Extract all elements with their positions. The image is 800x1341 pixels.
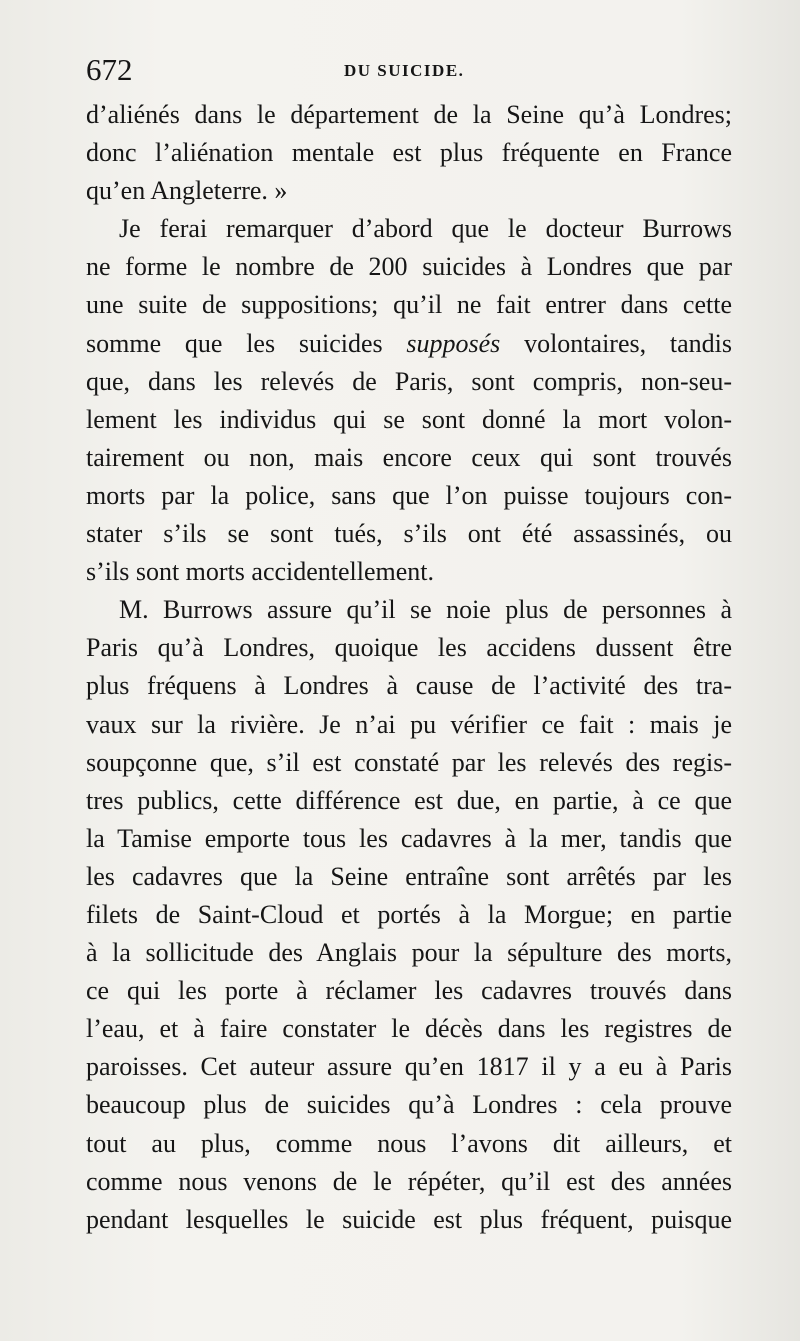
text-line: morts par la police, sans que l’on puisse toujours con- [86, 480, 732, 510]
text-line: tout au plus, comme nous l’avons dit ailleurs, et [86, 1128, 732, 1158]
page-header [86, 50, 731, 90]
text-line: filets de Saint-Cloud et portés à la Morgue; en partie [86, 899, 732, 929]
running-title: DU SUICIDE. [344, 61, 465, 80]
text-line: s’ils sont morts accidentellement. [86, 557, 435, 587]
body-text [86, 96, 732, 1239]
text-line: comme nous venons de le répéter, qu’il est des années [86, 1166, 732, 1196]
text-line: ce qui les porte à réclamer les cadavres trouvés dans [86, 976, 732, 1006]
text-line: pendant lesquelles le suicide est plus fréquent, puisque [86, 1204, 732, 1234]
text-line: l’eau, et à faire constater le décès dans les registres de [86, 1014, 732, 1044]
text-line: à la sollicitude des Anglais pour la sépulture des morts, [86, 938, 732, 968]
text-line: paroisses. Cet auteur assure qu’en 1817 il y a eu à Paris [86, 1052, 732, 1082]
text-segment: volontaires, tandis [500, 328, 732, 358]
text-line: ne forme le nombre de 200 suicides à Londres que par [86, 252, 732, 282]
text-line: donc l’aliénation mentale est plus fréquente en France [86, 138, 732, 168]
text-line: Je ferai remarquer d’abord que le docteur Burrows [119, 214, 732, 244]
text-line: plus fréquens à Londres à cause de l’activité des tra- [86, 671, 732, 701]
text-line: tres publics, cette différence est due, en partie, à ce que [86, 785, 732, 815]
text-line: stater s’ils se sont tués, s’ils ont été assassinés, ou [86, 519, 732, 549]
text-line: beaucoup plus de suicides qu’à Londres : cela prouve [86, 1090, 732, 1120]
text-line: vaux sur la rivière. Je n’ai pu vérifier ce fait : mais je [86, 709, 732, 739]
italic-word: supposés [406, 328, 501, 358]
text-line: la Tamise emporte tous les cadavres à la mer, tandis que [86, 823, 732, 853]
text-line: soupçonne que, s’il est constaté par les relevés des regis- [86, 747, 732, 777]
text-line: qu’en Angleterre. » [86, 176, 288, 206]
text-line: lement les individus qui se sont donné la mort volon- [86, 404, 732, 434]
text-segment: somme que les suicides [86, 328, 407, 358]
text-line: Paris qu’à Londres, quoique les accidens dussent être [86, 633, 732, 663]
text-line: tairement ou non, mais encore ceux qui sont trouvés [86, 442, 732, 472]
text-line [86, 325, 732, 363]
page-number: 672 [86, 52, 133, 87]
text-line: les cadavres que la Seine entraîne sont arrêtés par les [86, 861, 732, 891]
text-line: une suite de suppositions; qu’il ne fait entrer dans cette [86, 290, 732, 320]
text-line: M. Burrows assure qu’il se noie plus de personnes à [119, 595, 732, 625]
text-line: d’aliénés dans le département de la Seine qu’à Londres; [86, 100, 732, 129]
text-line: que, dans les relevés de Paris, sont compris, non-seu- [86, 366, 732, 396]
